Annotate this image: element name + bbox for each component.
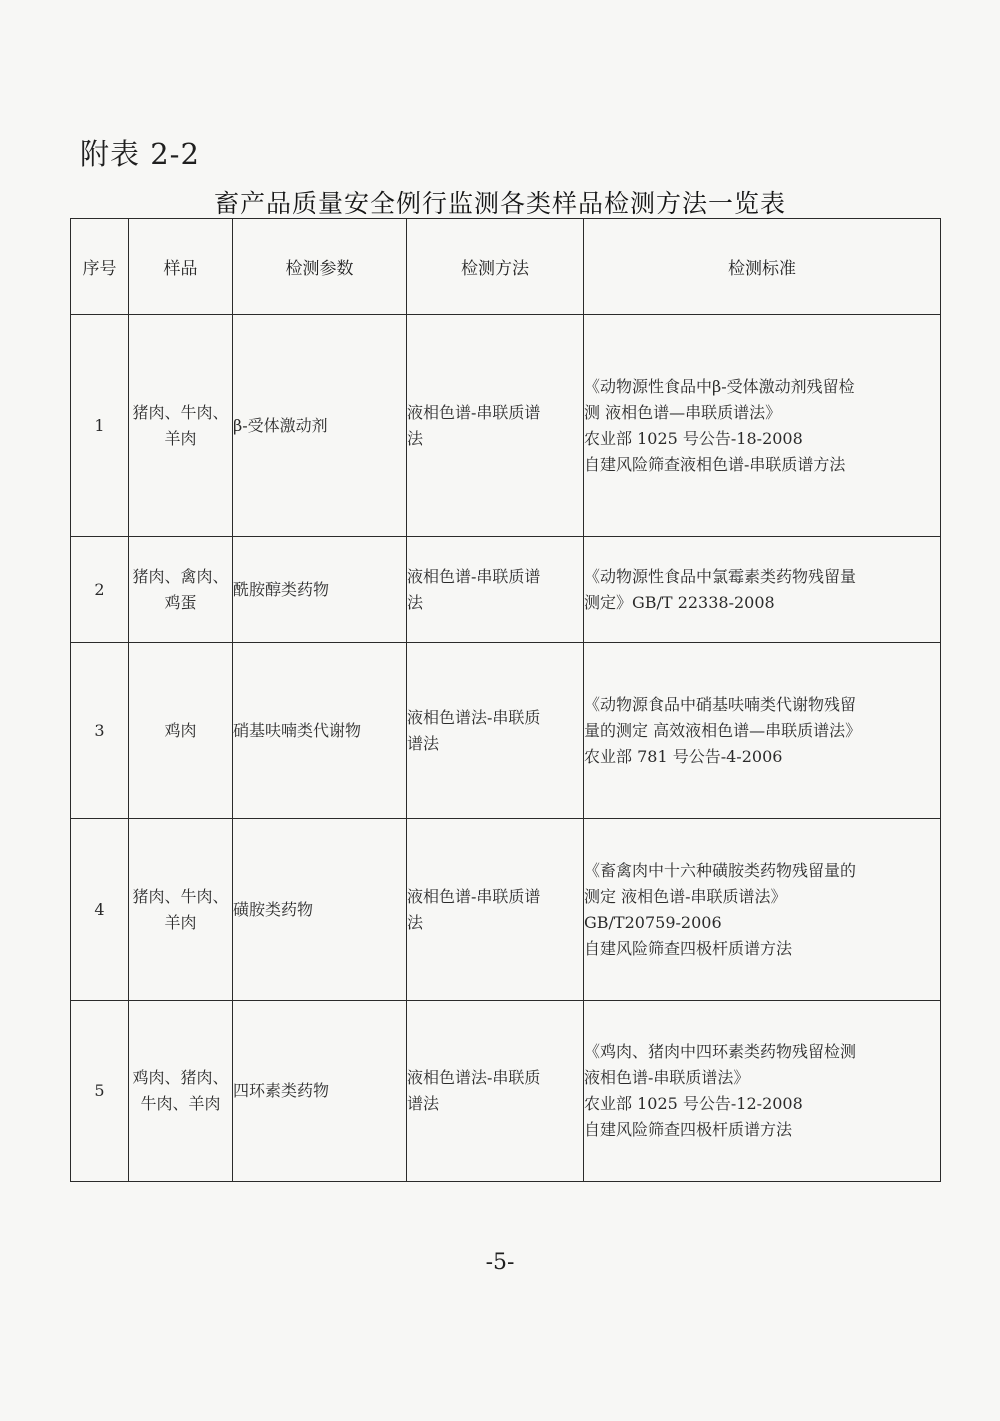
- standard-line: 《鸡肉、猪肉中四环素类药物残留检测: [584, 1042, 857, 1061]
- standard-line: 自建风险筛查液相色谱-串联质谱方法: [584, 454, 846, 474]
- cell-standard: [584, 819, 941, 1001]
- cell-standard: [584, 537, 941, 643]
- cell-parameter: β-受体激动剂: [233, 315, 407, 537]
- header-parameter: 检测参数: [233, 219, 407, 315]
- cell-sample: [129, 643, 233, 819]
- standard-line: 液相色谱-串联质谱法》: [584, 1068, 750, 1087]
- cell-standard: [584, 1001, 941, 1182]
- method-line: 液相色谱-串联质谱: [407, 566, 541, 586]
- sample-line: 猪肉、牛肉、: [132, 886, 229, 906]
- standard-line: 农业部 1025 号公告-12-2008: [584, 1094, 803, 1113]
- cell-no: 2: [71, 537, 129, 643]
- cell-sample: [129, 819, 233, 1001]
- cell-no: 4: [71, 819, 129, 1001]
- standard-line: 《畜禽肉中十六种磺胺类药物残留量的: [584, 860, 857, 880]
- cell-parameter: 硝基呋喃类代谢物: [233, 643, 407, 819]
- sample-line: 鸡蛋: [164, 592, 197, 612]
- method-line: 液相色谱-串联质谱: [407, 886, 541, 906]
- cell-no: 5: [71, 1001, 129, 1182]
- standard-line: 《动物源性食品中氯霉素类药物残留量: [584, 566, 857, 586]
- cell-method: [407, 315, 584, 537]
- standard-line: 测定 液相色谱-串联质谱法》: [584, 886, 787, 906]
- cell-standard: [584, 643, 941, 819]
- cell-parameter: 四环素类药物: [233, 1001, 407, 1182]
- cell-sample: [129, 1001, 233, 1182]
- cell-sample: [129, 315, 233, 537]
- method-line: 谱法: [407, 1094, 440, 1113]
- standard-line: 自建风险筛查四极杆质谱方法: [584, 1120, 793, 1139]
- cell-no: 1: [71, 315, 129, 537]
- cell-method: [407, 1001, 584, 1182]
- header-standard: 检测标准: [584, 219, 941, 315]
- standard-line: 《动物源性食品中β-受体激动剂残留检: [584, 376, 855, 396]
- table-row: [71, 537, 941, 643]
- sample-line: 鸡肉、猪肉、: [132, 1068, 229, 1087]
- cell-method: [407, 819, 584, 1001]
- cell-no: 3: [71, 643, 129, 819]
- attachment-label: 附表 2-2: [80, 137, 200, 171]
- standard-line: 农业部 1025 号公告-18-2008: [584, 428, 803, 448]
- standard-line: 自建风险筛查四极杆质谱方法: [584, 938, 793, 958]
- table-header-row: [71, 219, 941, 315]
- cell-standard: [584, 315, 941, 537]
- header-no: 序号: [71, 219, 129, 315]
- table-row: [71, 1001, 941, 1182]
- sample-line: 猪肉、禽肉、: [132, 566, 229, 586]
- cell-method: [407, 537, 584, 643]
- document-title: 畜产品质量安全例行监测各类样品检测方法一览表: [213, 189, 786, 218]
- cell-sample: [129, 537, 233, 643]
- table-row: [71, 643, 941, 819]
- sample-line: 羊肉: [164, 912, 197, 932]
- method-line: 法: [407, 592, 424, 612]
- cell-parameter: 酰胺醇类药物: [233, 537, 407, 643]
- cell-method: [407, 643, 584, 819]
- table-row: [71, 819, 941, 1001]
- method-line: 液相色谱法-串联质: [407, 707, 541, 727]
- sample-line: 羊肉: [164, 428, 197, 448]
- cell-parameter: 磺胺类药物: [233, 819, 407, 1001]
- sample-line: 猪肉、牛肉、: [132, 402, 229, 422]
- standard-line: 测 液相色谱—串联质谱法》: [584, 402, 782, 422]
- method-line: 液相色谱-串联质谱: [407, 402, 541, 422]
- table-row: [71, 315, 941, 537]
- sample-line: 鸡肉: [164, 720, 197, 740]
- method-line: 谱法: [407, 733, 440, 753]
- detection-methods-table: [70, 218, 941, 1182]
- page-number: -5-: [485, 1250, 515, 1275]
- standard-line: 测定》GB/T 22338-2008: [584, 592, 775, 612]
- method-line: 液相色谱法-串联质: [407, 1068, 541, 1087]
- sample-line: 牛肉、羊肉: [140, 1094, 221, 1113]
- standard-line: 量的测定 高效液相色谱—串联质谱法》: [584, 720, 862, 740]
- standard-line: GB/T20759-2006: [584, 912, 722, 932]
- header-sample: 样品: [129, 219, 233, 315]
- header-method: 检测方法: [407, 219, 584, 315]
- standard-line: 农业部 781 号公告-4-2006: [584, 746, 783, 766]
- method-line: 法: [407, 912, 424, 932]
- method-line: 法: [407, 428, 424, 448]
- standard-line: 《动物源食品中硝基呋喃类代谢物残留: [584, 694, 857, 714]
